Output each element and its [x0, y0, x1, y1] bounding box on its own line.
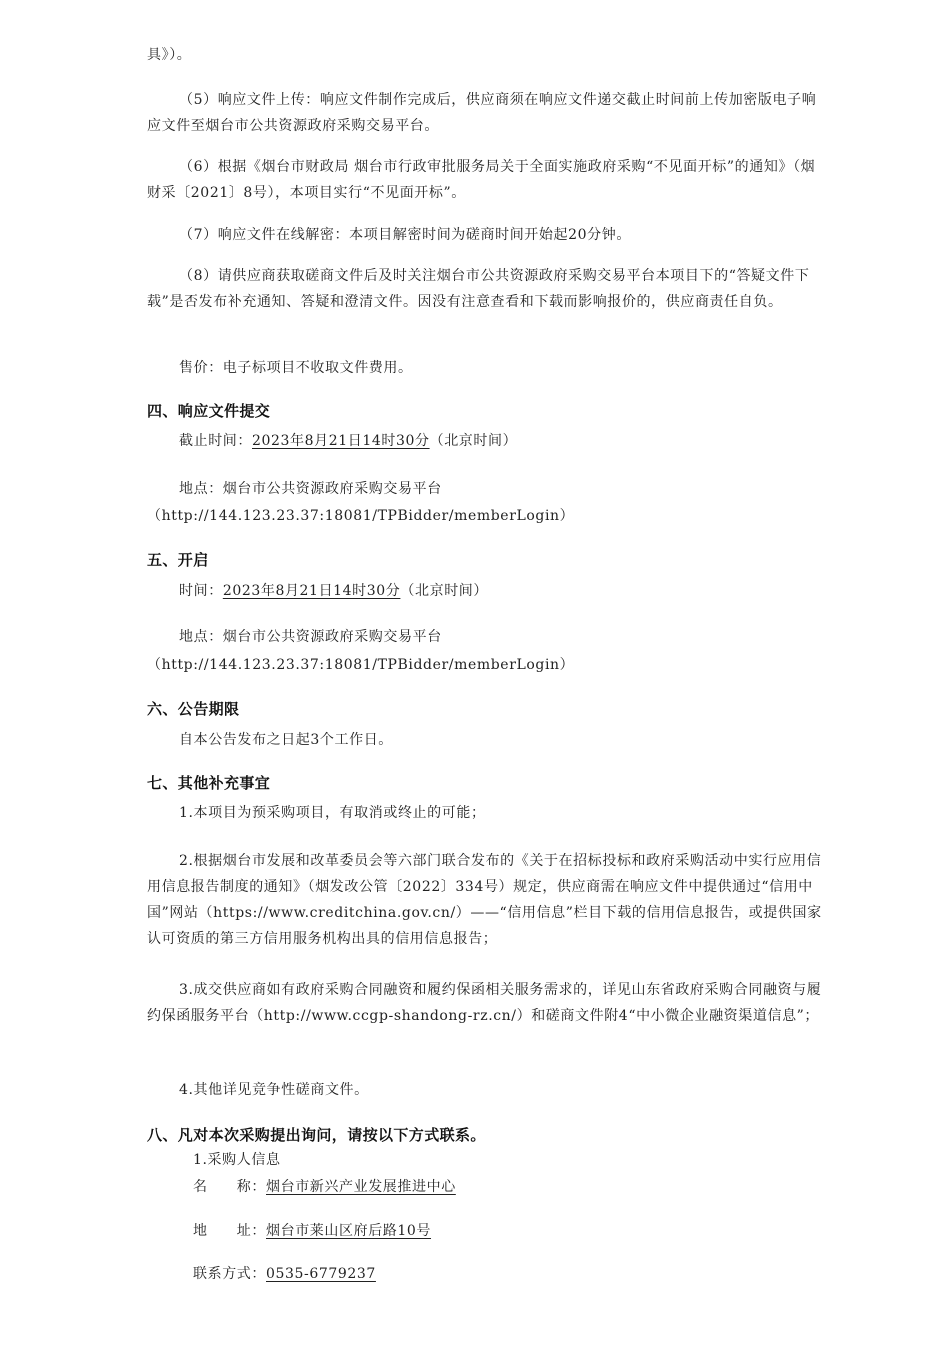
deadline-label: 截止时间： [179, 433, 252, 449]
continued-text: 具》）。 [147, 47, 192, 63]
submission-place: 地点：烟台市公共资源政府采购交易平台 [179, 481, 442, 497]
supplement-item-4: 4.其他详见竞争性磋商文件。 [179, 1082, 369, 1098]
supplement-item-1: 1.本项目为预采购项目，有取消或终止的可能； [179, 805, 486, 821]
opening-time-value: 2023年8月21日14时30分 [222, 583, 401, 599]
opening-time-suffix: （北京时间） [400, 583, 489, 599]
purchaser-name-label: 名 称： [193, 1179, 266, 1195]
purchaser-phone-value: 0535-6779237 [266, 1266, 376, 1282]
paragraph-upload: （5）响应文件上传：响应文件制作完成后，供应商须在响应文件递交截止时间前上传加密版电子响应文件至烟台市公共资源政府采购交易平台。 [147, 92, 817, 134]
section-5-heading: 五、开启 [147, 551, 209, 569]
purchaser-name-value: 烟台市新兴产业发展推进中心 [266, 1179, 456, 1195]
deadline-suffix: （北京时间） [429, 433, 518, 449]
supplement-item-2: 2.根据烟台市发展和改革委员会等六部门联合发布的《关于在招标投标和政府采购活动中实行应用信用信息报告制度的通知》（烟发改公管〔2022〕334号）规定，供应商需在响应文件中提供通过“信用中国”网站（https://www.creditchina.gov.cn/）——“信用信息”栏目下载的信用信息报告，或提供国家认可资质的第三方信用服务机构出具的信用信息报告； [147, 853, 822, 947]
deadline-value: 2023年8月21日14时30分 [252, 433, 430, 449]
section-8-heading: 八、凡对本次采购提出询问，请按以下方式联系。 [147, 1126, 486, 1144]
opening-time [147, 578, 829, 604]
announcement-period: 自本公告发布之日起3个工作日。 [179, 732, 393, 748]
purchaser-address-value: 烟台市莱山区府后路10号 [266, 1223, 432, 1239]
submission-deadline [147, 428, 829, 454]
paragraph-online-decryption: （7）响应文件在线解密：本项目解密时间为磋商时间开始起20分钟。 [179, 227, 631, 243]
purchaser-name [193, 1174, 793, 1200]
supplement-item-3: 3.成交供应商如有政府采购合同融资和履约保函相关服务需求的，详见山东省政府采购合同融资与履约保函服务平台（http://www.ccgp-shandong-rz.cn/）和磋商文件附4“中小微企业融资渠道信息”； [147, 982, 822, 1024]
paragraph-no-meeting-opening: （6）根据《烟台市财政局 烟台市行政审批服务局关于全面实施政府采购“不见面开标”的通知》（烟财采〔2021〕8号），本项目实行“不见面开标”。 [147, 159, 816, 201]
purchaser-phone [193, 1261, 793, 1287]
purchaser-phone-label: 联系方式： [193, 1266, 266, 1282]
opening-time-label: 时间： [179, 583, 223, 599]
section-4-heading: 四、响应文件提交 [147, 402, 271, 420]
purchaser-address-label: 地 址： [193, 1223, 266, 1239]
section-6-heading: 六、公告期限 [147, 700, 240, 718]
purchaser-info-title: 1.采购人信息 [193, 1152, 281, 1168]
opening-place-url: （http://144.123.23.37:18081/TPBidder/memberLogin） [147, 657, 575, 673]
paragraph-clarification-notice: （8）请供应商获取磋商文件后及时关注烟台市公共资源政府采购交易平台本项目下的“答疑文件下载”是否发布补充通知、答疑和澄清文件。因没有注意查看和下载而影响报价的，供应商责任自负。 [147, 268, 810, 310]
submission-place-url: （http://144.123.23.37:18081/TPBidder/memberLogin） [147, 508, 575, 524]
paragraph-price: 售价：电子标项目不收取文件费用。 [179, 360, 413, 376]
purchaser-address [193, 1218, 793, 1244]
section-7-heading: 七、其他补充事宜 [147, 774, 271, 792]
opening-place: 地点：烟台市公共资源政府采购交易平台 [179, 629, 442, 645]
